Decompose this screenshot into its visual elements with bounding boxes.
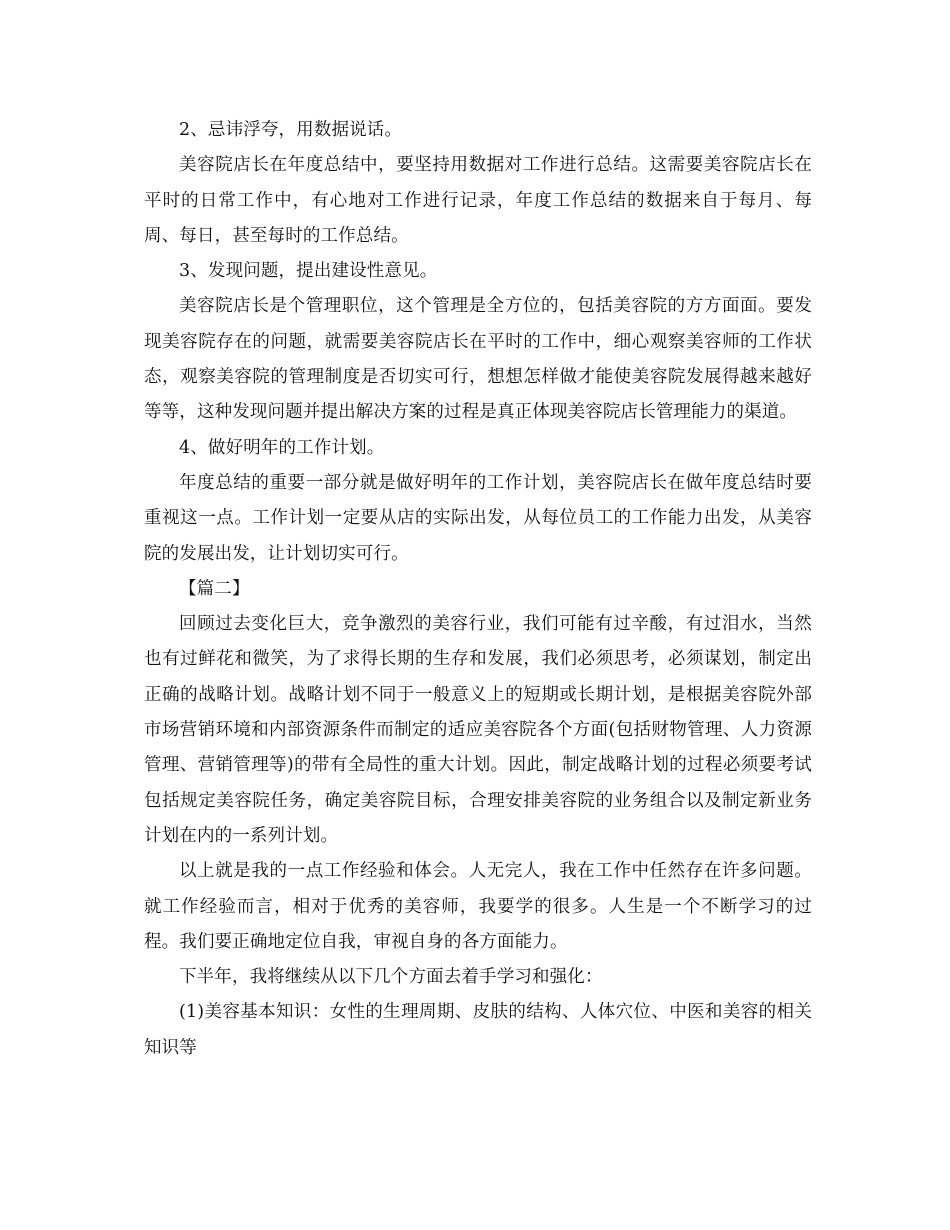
paragraph-experience: 以上就是我的一点工作经验和体会。人无完人，我在工作中任然存在许多问题。就工作经验而言，相对于优秀的美容师，我要学的很多。人生是一个不断学习的过程。我们要正确地定位自我，审视自身的各方面能力。 (144, 861, 812, 952)
section-heading-part-two: 【篇二】 (179, 578, 250, 599)
document-body (144, 113, 812, 1066)
heading-point-3: 3、发现问题，提出建设性意见。 (179, 261, 438, 282)
paragraph-strategic-plan: 回顾过去变化巨大，竞争激烈的美容行业，我们可能有过辛酸，有过泪水，当然也有过鲜花和微笑，为了求得长期的生存和发展，我们必须思考，必须谋划，制定出正确的战略计划。战略计划不同于一般意义上的短期或长期计划，是根据美容院外部市场营销环境和内部资源条件而制定的适应美容院各个方面(包括财物管理、人力资源管理、营销管理等)的带有全局性的重大计划。因此，制定战略计划的过程必须要考试包括规定美容院任务，确定美容院目标，合理安排美容院的业务组合以及制定新业务计划在内的一系列计划。 (144, 614, 812, 846)
heading-point-2: 2、忌讳浮夸，用数据说话。 (179, 120, 403, 140)
list-item-basic-knowledge: (1)美容基本知识：女性的生理周期、皮肤的结构、人体穴位、中医和美容的相关知识等 (144, 1002, 812, 1058)
paragraph-second-half-year: 下半年，我将继续从以下几个方面去着手学习和强化： (179, 967, 603, 988)
paragraph-data-summary: 美容院店长在年度总结中，要坚持用数据对工作进行总结。这需要美容院店长在平时的日常工作中，有心地对工作进行记录，年度工作总结的数据来自于每月、每周、每日，甚至每时的工作总结。 (144, 155, 812, 246)
paragraph-work-plan: 年度总结的重要一部分就是做好明年的工作计划，美容院店长在做年度总结时要重视这一点。工作计划一定要从店的实际出发，从每位员工的工作能力出发，从美容院的发展出发，让计划切实可行。 (144, 472, 812, 564)
paragraph-find-problems: 美容院店长是个管理职位，这个管理是全方位的，包括美容院的方方面面。要发现美容院存在的问题，就需要美容院店长在平时的工作中，细心观察美容师的工作状态，观察美容院的管理制度是否切实可行，想想怎样做才能使美容院发展得越来越好等等，这种发现问题并提出解决方案的过程是真正体现美容院店长管理能力的渠道。 (144, 296, 812, 423)
heading-point-4: 4、做好明年的工作计划。 (179, 437, 385, 458)
